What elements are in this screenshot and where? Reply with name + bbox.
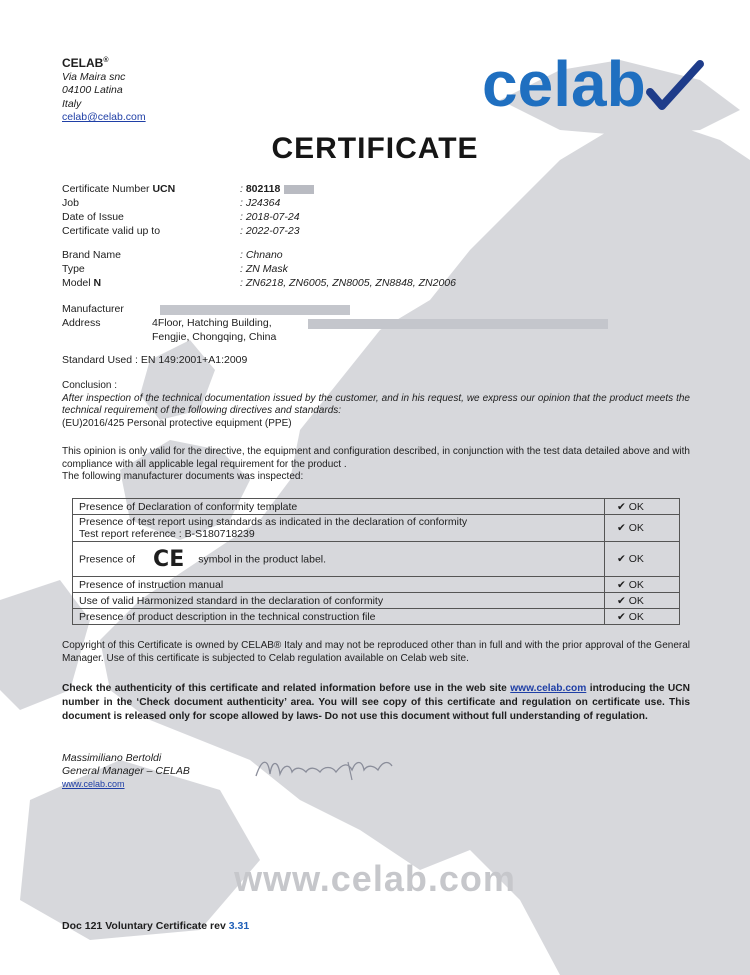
redaction	[284, 185, 314, 194]
signer-role: General Manager – CELAB	[62, 765, 190, 777]
checkmark-icon	[650, 64, 700, 106]
address-line-2: Fengjie, Chongqing, China	[152, 331, 277, 343]
standard-value: EN 149:2001+A1:2009	[140, 354, 248, 366]
copyright-notice: Copyright of this Certificate is owned by CELAB® Italy and may not be reproduced other than in full and with the prior approval of the General Manager. Use of this certificate is subjected to Celab regulation available on Celab web site.	[62, 640, 690, 664]
celab-logo-text: celab	[482, 52, 646, 120]
issuer-address-line: 04100 Latina	[62, 84, 123, 96]
conclusion-block	[62, 380, 690, 430]
table-row: Presence of CE symbol in the product label. ✔ OK	[73, 542, 680, 577]
website-watermark: www.celab.com	[234, 858, 516, 899]
document-footer: Doc 121 Voluntary Certificate rev 3.31	[62, 920, 250, 932]
ok-status: ✔ OK	[605, 609, 680, 625]
issuer-name: CELAB®	[62, 56, 109, 70]
ok-status: ✔ OK	[605, 593, 680, 609]
field-row-model: Model N : ZN6218, ZN6005, ZN8005, ZN8848, ZN2006	[62, 277, 456, 289]
issuer-block	[62, 54, 146, 125]
ok-status: ✔ OK	[605, 577, 680, 593]
docs-intro: The following manufacturer documents was inspected:	[62, 471, 304, 482]
table-row: Presence of Declaration of conformity template ✔ OK	[73, 499, 680, 515]
certificate-title: CERTIFICATE	[271, 132, 479, 165]
field-row-type: Type : ZN Mask	[62, 263, 288, 275]
field-row-brand: Brand Name : Chnano	[62, 249, 283, 261]
ok-status: ✔ OK	[605, 515, 680, 542]
redaction	[160, 305, 350, 315]
address-line-1: 4Floor, Hatching Building,	[152, 317, 272, 329]
issuer-address-line: Via Maira snc	[62, 70, 126, 83]
conclusion-text: After inspection of the technical documentation issued by the customer, and in his request, we express our opinion that the product meets the technical requirement of the following directives and standards:	[62, 392, 690, 416]
celab-logo	[482, 52, 712, 122]
field-row-issue-date: Date of Issue : 2018-07-24	[62, 211, 300, 223]
directive-text: (EU)2016/425 Personal protective equipment (PPE)	[62, 417, 292, 429]
validity-text: This opinion is only valid for the directive, the equipment and configuration described, in conjunction with the test data detailed above and with compliance with all applicable legal requirement for the product .	[62, 446, 690, 470]
table-row: Presence of instruction manual ✔ OK	[73, 577, 680, 593]
field-row-job: Job : J24364	[62, 197, 281, 209]
conclusion-label: Conclusion :	[62, 380, 118, 391]
ucn-value: 802118	[245, 183, 281, 195]
signer-block	[62, 752, 190, 791]
inspected-documents-table	[72, 498, 680, 625]
manufacturer-label: Manufacturer	[62, 303, 124, 315]
table-row: Use of valid Harmonized standard in the declaration of conformity ✔ OK	[73, 593, 680, 609]
standard-used: Standard Used : EN 149:2001+A1:2009	[62, 354, 248, 366]
validity-block	[62, 446, 690, 484]
field-row-ucn: Certificate Number UCN : 802118	[62, 182, 456, 196]
address-label: Address	[62, 317, 101, 329]
issuer-address-line: Italy	[62, 97, 82, 110]
ce-mark-icon: CE	[153, 546, 185, 572]
table-row: Presence of test report using standards as indicated in the declaration of conformity Test report reference : B-S180718239 ✔ OK	[73, 515, 680, 542]
redaction	[308, 319, 608, 329]
handwritten-signature	[252, 752, 402, 786]
ok-status: ✔ OK	[605, 499, 680, 515]
authenticity-notice: Check the authenticity of this certificate and related information before use in the web site www.celab.com introducing the UCN number in the ‘Check document authenticity’ area. You will see copy of this certificate and regulation on certificate use. This document is released only for scope allowed by laws- Do not use this document without full understanding of regulation.	[62, 683, 690, 722]
signer-name: Massimiliano Bertoldi	[62, 752, 162, 764]
revision-number: 3.31	[228, 920, 250, 932]
ok-status: ✔ OK	[605, 542, 680, 577]
signer-website-link[interactable]: www.celab.com	[62, 779, 125, 789]
celab-website-link[interactable]: www.celab.com	[510, 683, 587, 694]
certificate-fields	[62, 182, 456, 290]
issuer-email-link[interactable]: celab@celab.com	[62, 111, 146, 123]
field-row-valid-until: Certificate valid up to : 2022-07-23	[62, 225, 300, 237]
table-row: Presence of product description in the technical construction file ✔ OK	[73, 609, 680, 625]
